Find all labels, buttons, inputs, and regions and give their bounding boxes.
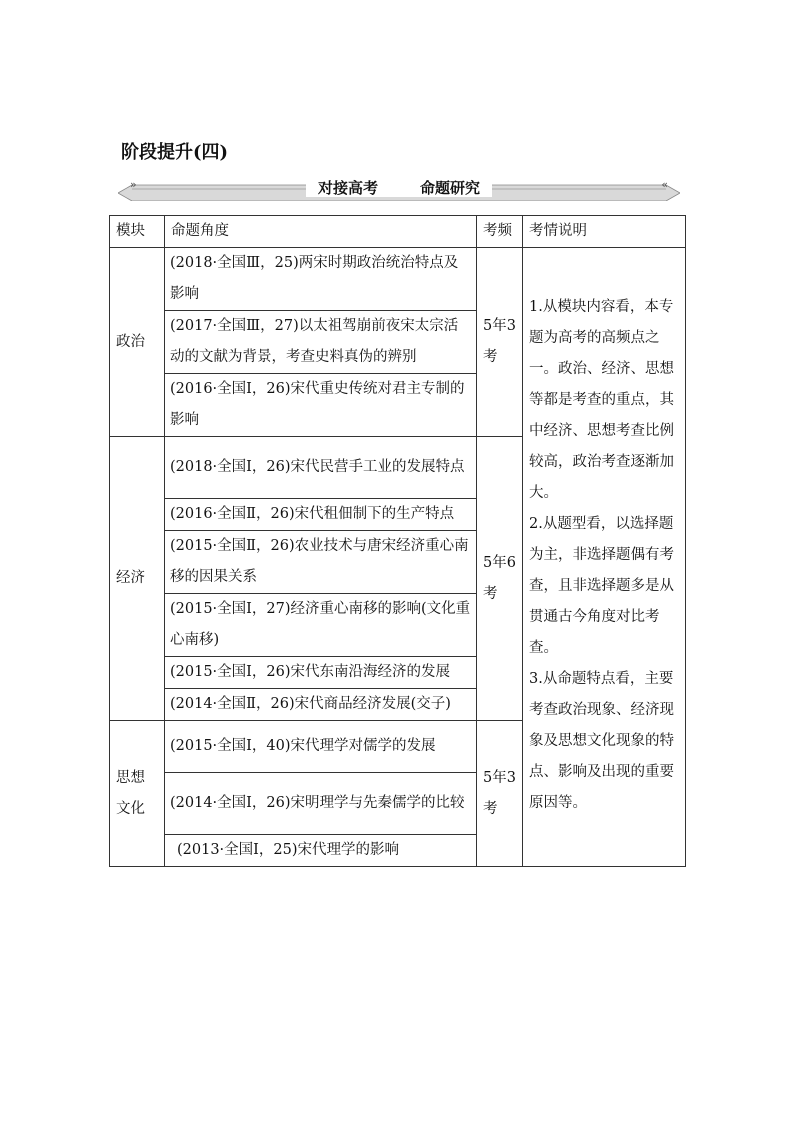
- module-cell: 政治: [110, 248, 165, 437]
- frequency-cell: 5年3考: [477, 248, 523, 437]
- module-cell: 经济: [110, 437, 165, 721]
- angle-cell: (2015·全国Ⅰ，27)经济重心南移的影响(文化重心南移): [165, 594, 477, 657]
- header-angle: 命题角度: [165, 216, 477, 248]
- note-item: 3.从命题特点看，主要考查政治现象、经济现象及思想文化现象的特点、影响及出现的重要原因等。: [529, 671, 674, 811]
- angle-cell: (2018·全国Ⅲ，25)两宋时期政治统治特点及影响: [165, 248, 477, 311]
- table-row: [110, 248, 686, 311]
- note-item: 2.从题型看，以选择题为主，非选择题偶有考查，且非选择题多是从贯通古今角度对比考查。: [529, 516, 674, 656]
- right-chevron-icon: «: [661, 178, 668, 191]
- section-banner: [118, 175, 680, 201]
- header-notes: 考情说明: [523, 216, 686, 248]
- angle-cell: (2016·全国Ⅰ，26)宋代重史传统对君主专制的影响: [165, 374, 477, 437]
- angle-cell: (2013·全国Ⅰ，25)宋代理学的影响: [165, 835, 477, 867]
- banner-part2: 命题研究: [414, 179, 486, 197]
- note-item: 1.从模块内容看，本专题为高考的高频点之一。政治、经济、思想等都是考查的重点，其中经济、思想考查比例较高，政治考查逐渐加大。: [529, 299, 674, 501]
- angle-cell: (2015·全国Ⅱ，26)农业技术与唐宋经济重心南移的因果关系: [165, 531, 477, 594]
- angle-cell: (2015·全国Ⅰ，40)宋代理学对儒学的发展: [165, 721, 477, 773]
- header-frequency: 考频: [477, 216, 523, 248]
- left-chevron-icon: »: [130, 178, 137, 191]
- notes-cell: [523, 248, 686, 867]
- exam-analysis-table: [109, 215, 686, 867]
- banner-title: [118, 177, 680, 198]
- table-header-row: [110, 216, 686, 248]
- angle-cell: (2015·全国Ⅰ，26)宋代东南沿海经济的发展: [165, 657, 477, 689]
- module-cell: 思想文化: [110, 721, 165, 867]
- banner-part1: 对接高考: [312, 179, 384, 197]
- header-module: 模块: [110, 216, 165, 248]
- angle-cell: (2018·全国Ⅰ，26)宋代民营手工业的发展特点: [165, 437, 477, 499]
- page-title: 阶段提升(四): [121, 142, 229, 163]
- frequency-cell: 5年6考: [477, 437, 523, 721]
- angle-cell: (2017·全国Ⅲ，27)以太祖驾崩前夜宋太宗活动的文献为背景，考查史料真伪的辨别: [165, 311, 477, 374]
- angle-cell: (2014·全国Ⅱ，26)宋代商品经济发展(交子): [165, 689, 477, 721]
- frequency-cell: 5年3考: [477, 721, 523, 867]
- angle-cell: (2016·全国Ⅱ，26)宋代租佃制下的生产特点: [165, 499, 477, 531]
- angle-cell: (2014·全国Ⅰ，26)宋明理学与先秦儒学的比较: [165, 773, 477, 835]
